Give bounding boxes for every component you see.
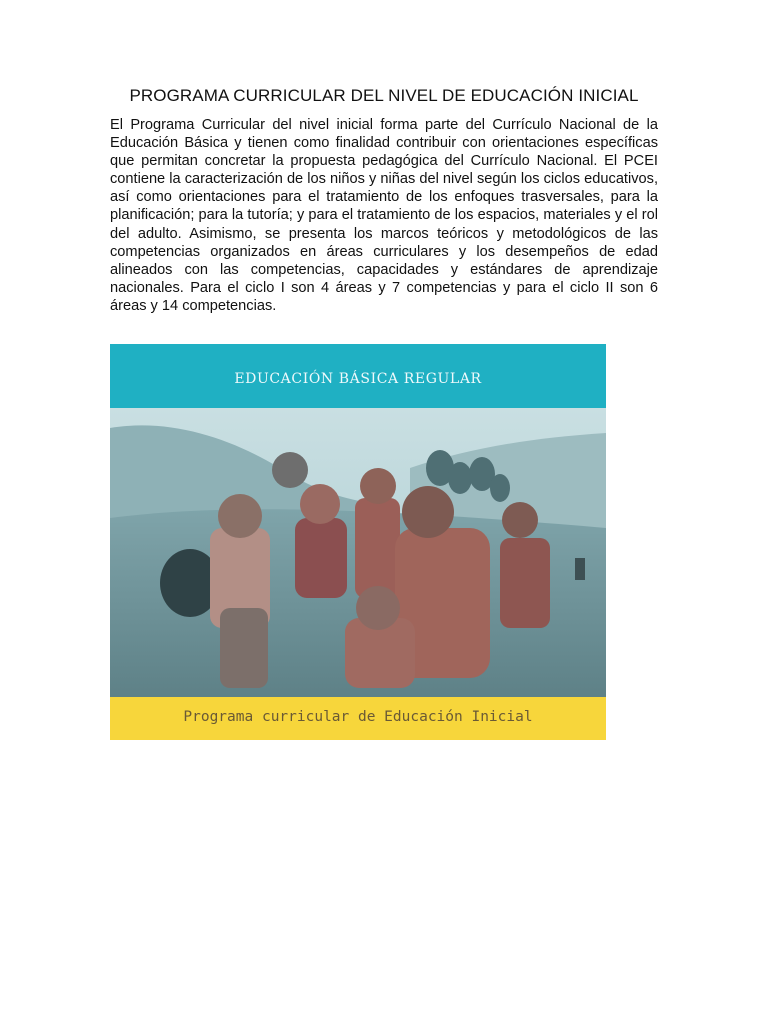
cover-photo [110, 408, 606, 697]
cover-top-band [110, 344, 606, 408]
cover-bottom-band [110, 697, 606, 740]
page-title: PROGRAMA CURRICULAR DEL NIVEL DE EDUCACIÓN INICIAL [129, 86, 639, 105]
cover-top-label: EDUCACIÓN BÁSICA REGULAR [234, 371, 482, 387]
cover-bottom-label: Programa curricular de Educación Inicial [183, 709, 533, 725]
cover-image [110, 344, 606, 740]
body-paragraph: El Programa Curricular del nivel inicial forma parte del Currículo Nacional de la Educación Básica y tienen como finalidad contribuir con orientaciones específicas que permitan concretar la propuesta pedagógica del Currículo Nacional. El PCEI contiene la caracterización de los niños y niñas del nivel según los ciclos educativos, así como orientaciones para el tratamiento de los enfoques trasversales, para la planificación; para la tutoría; y para el tratamiento de los espacios, materiales y el rol del adulto. Asimismo, se presenta los marcos teóricos y metodológicos de las competencias organizados en áreas curriculares y los desempeños de edad alineados con las competencias, capacidades y estándares de aprendizaje nacionales. Para el ciclo I son 4 áreas y 7 competencias y para el ciclo II son 6 áreas y 14 competencias. [110, 117, 658, 314]
